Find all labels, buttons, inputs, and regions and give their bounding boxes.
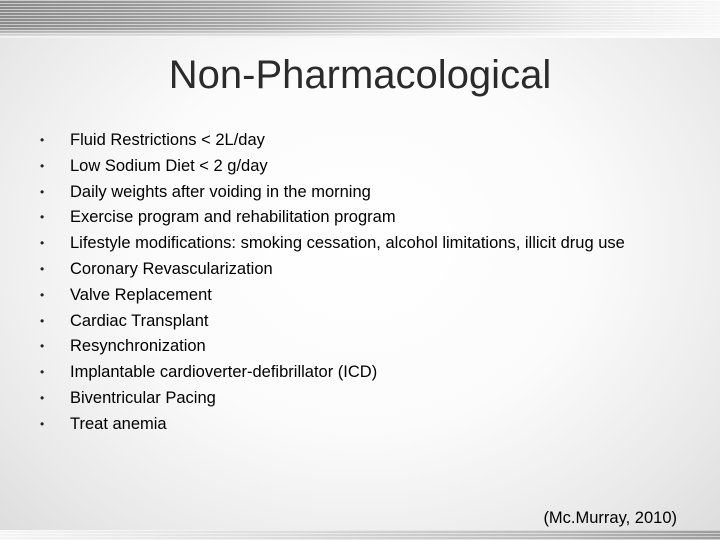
citation: (Mc.Murray, 2010) xyxy=(543,509,677,527)
list-item xyxy=(40,180,700,206)
bullet-icon: • xyxy=(40,133,45,147)
list-item xyxy=(40,205,700,231)
bullet-icon: • xyxy=(40,261,45,276)
bullet-icon: • xyxy=(40,416,45,431)
list-item xyxy=(40,334,700,360)
list-item-text: Resynchronization xyxy=(70,337,206,356)
list-item-text: Cardiac Transplant xyxy=(70,311,209,330)
list-item-text: Coronary Revascularization xyxy=(70,259,273,278)
list-item xyxy=(40,154,700,180)
list-item xyxy=(40,412,700,438)
list-item xyxy=(40,231,700,257)
list-item xyxy=(40,360,700,386)
list-item-text: Valve Replacement xyxy=(70,285,212,304)
list-item-text: Daily weights after voiding in the morning xyxy=(70,182,371,201)
bullet-icon: • xyxy=(40,339,45,354)
bullet-icon: • xyxy=(40,236,45,251)
list-item-text: Treat anemia xyxy=(70,414,167,433)
bullet-icon: • xyxy=(40,184,45,199)
list-item-text: Lifestyle modifications: smoking cessation, alcohol limitations, illicit drug use xyxy=(70,234,625,253)
list-item xyxy=(40,309,700,335)
list-item-text: Fluid Restrictions < 2L/day xyxy=(70,131,265,149)
list-item-text: Exercise program and rehabilitation program xyxy=(70,208,396,227)
bullet-icon: • xyxy=(40,158,45,173)
bullet-list xyxy=(40,128,700,438)
list-item-text: Implantable cardioverter-defibrillator (ICD) xyxy=(70,363,378,382)
slide-title: Non-Pharmacological xyxy=(168,53,552,97)
bullet-icon: • xyxy=(40,390,45,405)
list-item xyxy=(40,283,700,309)
list-item xyxy=(40,386,700,412)
top-decorative-band xyxy=(0,0,720,38)
list-item xyxy=(40,257,700,283)
bullet-icon: • xyxy=(40,287,45,302)
list-item xyxy=(40,128,700,154)
bullet-icon: • xyxy=(40,365,45,380)
bottom-decorative-band xyxy=(0,530,720,540)
bullet-icon: • xyxy=(40,210,45,225)
bullet-icon: • xyxy=(40,313,45,328)
list-item-text: Biventricular Pacing xyxy=(70,388,216,407)
list-item-text: Low Sodium Diet < 2 g/day xyxy=(70,156,268,175)
